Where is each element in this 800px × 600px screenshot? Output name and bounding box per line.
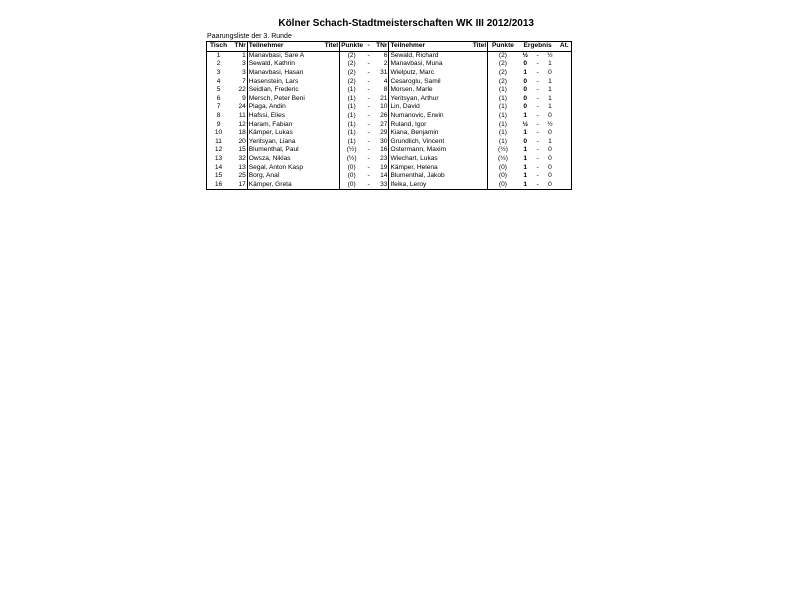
cell-result-black: ½ <box>547 51 553 59</box>
cell-dash: - <box>367 60 370 68</box>
cell-punkte: (0) <box>340 181 364 190</box>
cell-dash: - <box>363 181 374 190</box>
cell-dash: - <box>367 51 370 59</box>
cell-result-white: 1 <box>523 112 528 120</box>
cell-result-black: 1 <box>548 86 552 94</box>
cell-punkte: (2) <box>340 69 364 78</box>
cell-result-dash: - <box>536 94 539 102</box>
page-subtitle: Paarungsliste der 3. Runde <box>207 33 292 40</box>
cell-result-white: 0 <box>523 103 528 111</box>
cell-tisch: 15 <box>207 172 231 181</box>
cell-punkte: (1) <box>340 120 364 129</box>
cell-dash: - <box>367 103 370 111</box>
cell-result-black: 0 <box>542 181 557 190</box>
cell-teilnehmer2: Wiechart, Lukas <box>389 155 488 164</box>
cell-teilnehmer: Hasenstein, Lars <box>247 77 339 86</box>
cell-tnr: 1 <box>242 51 246 59</box>
cell-dash: - <box>367 129 370 137</box>
cell-at <box>557 69 571 78</box>
col-header-titel2: Titel <box>472 42 487 50</box>
cell-result-white: ½ <box>522 120 528 128</box>
cell-tisch: 13 <box>207 155 231 164</box>
cell-result-black: 1 <box>548 77 552 85</box>
cell-tnr: 7 <box>242 77 246 85</box>
cell-tnr: 25 <box>238 172 246 180</box>
cell-teilnehmer: Seidlan, Frederic <box>247 86 339 95</box>
cell-teilnehmer: Plaga, Andin <box>247 103 339 112</box>
cell-result-dash: - <box>536 172 539 180</box>
cell-result-white: 1 <box>523 163 528 171</box>
cell-result-dash: - <box>533 181 543 190</box>
cell-tnr2: 21 <box>380 94 388 102</box>
cell-dash: - <box>367 120 370 128</box>
cell-at <box>557 138 571 147</box>
table-row <box>207 95 572 104</box>
cell-tnr2: 33 <box>374 181 389 190</box>
cell-teilnehmer2: Kiana, Benjamin <box>389 129 488 138</box>
cell-result-white: 0 <box>523 94 528 102</box>
cell-teilnehmer2: Sewald, Richard <box>389 51 488 60</box>
cell-dash: - <box>367 146 370 154</box>
cell-tisch: 7 <box>207 103 231 112</box>
cell-teilnehmer: Kämper, Lukas <box>247 129 339 138</box>
cell-result-black: 0 <box>548 163 552 171</box>
cell-tisch: 5 <box>207 86 231 95</box>
cell-tnr: 12 <box>238 120 246 128</box>
cell-teilnehmer: Sewald, Kathrin <box>247 60 339 69</box>
pairing-sheet <box>206 18 572 190</box>
cell-result-dash: - <box>536 137 539 145</box>
cell-result-black: 1 <box>548 137 552 145</box>
cell-teilnehmer: Haram, Fabian <box>247 120 339 129</box>
col-header-punkte2: Punkte <box>488 42 518 52</box>
cell-tnr: 32 <box>238 155 246 163</box>
col-header-teilnehmer <box>247 42 339 52</box>
pairings-table <box>206 41 572 190</box>
cell-tnr2: 14 <box>380 172 388 180</box>
table-row <box>207 60 572 69</box>
cell-at <box>557 95 571 104</box>
cell-teilnehmer: Kämper, Greta <box>247 181 339 190</box>
cell-teilnehmer2: Grundlich, Vincent <box>389 138 488 147</box>
cell-at <box>557 60 571 69</box>
col-header-teilnehmer-label: Teilnehmer <box>248 42 284 50</box>
cell-result-white: 0 <box>523 137 528 145</box>
cell-tnr2: 29 <box>380 129 388 137</box>
table-row <box>207 51 572 60</box>
cell-punkte2: (2) <box>488 77 518 86</box>
table-row <box>207 129 572 138</box>
cell-tisch: 2 <box>207 60 231 69</box>
cell-punkte2: (1) <box>488 103 518 112</box>
cell-result-dash: - <box>536 60 539 68</box>
cell-dash: - <box>367 172 370 180</box>
cell-tnr: 24 <box>238 103 246 111</box>
cell-result-black: 1 <box>548 94 552 102</box>
table-row <box>207 86 572 95</box>
table-row <box>207 77 572 86</box>
col-header-ergebnis: Ergebnis <box>518 42 558 52</box>
cell-result-dash: - <box>536 129 539 137</box>
cell-punkte: (1) <box>340 86 364 95</box>
table-row <box>207 181 572 190</box>
cell-tnr2: 23 <box>380 155 388 163</box>
cell-tisch: 1 <box>207 51 231 60</box>
cell-at <box>557 51 571 60</box>
cell-tnr2: 10 <box>380 103 388 111</box>
cell-punkte2: (1) <box>488 95 518 104</box>
cell-punkte: (1) <box>340 95 364 104</box>
cell-teilnehmer: Manavbasi, Sare A <box>247 51 339 60</box>
cell-result-dash: - <box>536 120 539 128</box>
cell-teilnehmer2: Cesaroglu, Samil <box>389 77 488 86</box>
cell-dash: - <box>367 94 370 102</box>
cell-result-black: 0 <box>548 129 552 137</box>
table-row <box>207 120 572 129</box>
cell-tisch: 12 <box>207 146 231 155</box>
cell-teilnehmer2: Wielputz, Marc <box>389 69 488 78</box>
cell-tnr: 9 <box>242 94 246 102</box>
cell-punkte2: (½) <box>488 155 518 164</box>
cell-punkte: (0) <box>340 172 364 181</box>
cell-tisch: 16 <box>207 181 231 190</box>
cell-teilnehmer: Hafssi, Elies <box>247 112 339 121</box>
cell-tisch: 14 <box>207 163 231 172</box>
cell-dash: - <box>367 112 370 120</box>
cell-result-white: ½ <box>522 51 528 59</box>
cell-teilnehmer: Blumenthal, Paul <box>247 146 339 155</box>
cell-at <box>557 77 571 86</box>
cell-tnr: 3 <box>242 60 246 68</box>
cell-punkte: (2) <box>340 60 364 69</box>
cell-result-dash: - <box>536 51 539 59</box>
cell-tisch: 6 <box>207 95 231 104</box>
cell-tnr: 13 <box>238 163 246 171</box>
cell-tnr: 18 <box>238 129 246 137</box>
cell-teilnehmer2: Ruland, Igor <box>389 120 488 129</box>
col-header-teilnehmer2 <box>389 42 488 52</box>
cell-result-black: 0 <box>548 112 552 120</box>
cell-punkte2: (2) <box>488 51 518 60</box>
cell-teilnehmer2: Yeritsyan, Arthur <box>389 95 488 104</box>
cell-result-black: 0 <box>548 155 552 163</box>
cell-teilnehmer2: Lin, David <box>389 103 488 112</box>
table-header-row <box>207 42 572 52</box>
cell-teilnehmer: Yeritsyan, Liana <box>247 138 339 147</box>
cell-punkte2: (1) <box>488 112 518 121</box>
cell-result-dash: - <box>536 103 539 111</box>
cell-punkte: (1) <box>340 112 364 121</box>
cell-punkte2: (0) <box>488 181 518 190</box>
cell-dash: - <box>367 69 370 77</box>
cell-at <box>557 172 571 181</box>
cell-result-black: 1 <box>548 60 552 68</box>
cell-at <box>557 112 571 121</box>
cell-teilnehmer: Owsza, Niklas <box>247 155 339 164</box>
cell-punkte: (½) <box>340 146 364 155</box>
cell-punkte2: (2) <box>488 69 518 78</box>
cell-dash: - <box>367 137 370 145</box>
cell-tnr2: 19 <box>380 163 388 171</box>
cell-tnr: 17 <box>230 181 247 190</box>
cell-result-black: 0 <box>548 146 552 154</box>
col-header-dash: - <box>363 42 374 52</box>
cell-tisch: 11 <box>207 138 231 147</box>
cell-result-white: 1 <box>523 129 528 137</box>
cell-at <box>557 155 571 164</box>
col-header-tisch: Tisch <box>207 42 231 52</box>
cell-result-black: ½ <box>547 120 553 128</box>
col-header-teilnehmer2-label: Teilnehmer <box>390 42 426 50</box>
table-row <box>207 112 572 121</box>
cell-teilnehmer: Segal, Anton Kasp <box>247 163 339 172</box>
table-row <box>207 172 572 181</box>
cell-teilnehmer2: Morsen, Marle <box>389 86 488 95</box>
col-header-punkte: Punkte <box>341 42 364 50</box>
cell-result-white: 1 <box>518 181 533 190</box>
table-row <box>207 155 572 164</box>
cell-result-black: 0 <box>548 172 552 180</box>
cell-punkte2: (2) <box>488 60 518 69</box>
cell-tnr2: 4 <box>383 77 388 85</box>
page-title: Kölner Schach-Stadtmeisterschaften WK III 2012/2013 <box>278 18 534 29</box>
cell-tnr2: 16 <box>380 146 388 154</box>
cell-tnr2: 2 <box>383 60 388 68</box>
cell-at <box>557 120 571 129</box>
cell-tnr2: 31 <box>380 69 388 77</box>
cell-result-dash: - <box>536 155 539 163</box>
col-header-at: At. <box>557 42 571 52</box>
cell-punkte2: (1) <box>488 129 518 138</box>
cell-punkte2: (1) <box>488 138 518 147</box>
table-row <box>207 146 572 155</box>
cell-punkte: (2) <box>340 77 364 86</box>
cell-result-dash: - <box>536 77 539 85</box>
cell-result-black: 1 <box>548 103 552 111</box>
cell-dash: - <box>367 86 370 94</box>
cell-tnr2: 30 <box>380 137 388 145</box>
table-row <box>207 69 572 78</box>
cell-tisch: 8 <box>207 112 231 121</box>
cell-at <box>557 86 571 95</box>
cell-tisch: 3 <box>207 69 231 78</box>
table-row <box>207 138 572 147</box>
cell-punkte2: (0) <box>488 163 518 172</box>
cell-punkte: (½) <box>340 155 364 164</box>
col-header-tnr: TNr <box>230 42 247 52</box>
cell-dash: - <box>367 77 370 85</box>
cell-tnr: 11 <box>238 112 246 120</box>
cell-result-white: 1 <box>523 69 528 77</box>
cell-punkte: (0) <box>340 163 364 172</box>
cell-at <box>557 129 571 138</box>
cell-punkte: (1) <box>340 129 364 138</box>
cell-teilnehmer2: Ifeika, Leroy <box>389 181 488 190</box>
cell-tnr: 3 <box>242 69 246 77</box>
cell-at <box>557 146 571 155</box>
cell-result-white: 1 <box>523 155 528 163</box>
cell-result-dash: - <box>536 146 539 154</box>
cell-result-white: 0 <box>523 60 528 68</box>
cell-punkte: (1) <box>340 103 364 112</box>
cell-tnr: 15 <box>238 146 246 154</box>
col-header-titel: Titel <box>324 42 339 50</box>
cell-tnr2: 8 <box>383 86 388 94</box>
cell-result-white: 1 <box>523 146 528 154</box>
cell-punkte: (2) <box>340 51 364 60</box>
cell-teilnehmer: Borg, Anal <box>247 172 339 181</box>
col-header-tnr2: TNr <box>374 42 389 52</box>
cell-teilnehmer2: Ostermann, Maxim <box>389 146 488 155</box>
cell-at <box>557 163 571 172</box>
cell-tisch: 4 <box>207 77 231 86</box>
cell-teilnehmer2: Kämper, Helena <box>389 163 488 172</box>
cell-punkte2: (0) <box>488 172 518 181</box>
table-row <box>207 103 572 112</box>
cell-tnr2: 26 <box>380 112 388 120</box>
cell-teilnehmer: Manavbasi, Hasan <box>247 69 339 78</box>
cell-teilnehmer2: Blumenthal, Jakob <box>389 172 488 181</box>
cell-punkte2: (1) <box>488 120 518 129</box>
cell-result-black: 0 <box>548 69 552 77</box>
cell-result-dash: - <box>536 112 539 120</box>
cell-result-dash: - <box>536 86 539 94</box>
cell-result-white: 0 <box>523 86 528 94</box>
cell-tnr: 22 <box>238 86 246 94</box>
cell-result-dash: - <box>536 163 539 171</box>
cell-result-white: 0 <box>523 77 528 85</box>
cell-at <box>557 181 571 190</box>
cell-teilnehmer2: Manavbasi, Muna <box>389 60 488 69</box>
cell-at <box>557 103 571 112</box>
cell-teilnehmer: Mersch, Peter Beni <box>247 95 339 104</box>
cell-tnr2: 27 <box>380 120 388 128</box>
cell-punkte2: (½) <box>488 146 518 155</box>
cell-result-white: 1 <box>523 172 528 180</box>
cell-punkte: (1) <box>340 138 364 147</box>
cell-tnr2: 6 <box>383 51 388 59</box>
cell-dash: - <box>367 155 370 163</box>
table-row <box>207 163 572 172</box>
cell-dash: - <box>367 163 370 171</box>
cell-tnr: 20 <box>238 137 246 145</box>
cell-teilnehmer2: Numanovic, Erwin <box>389 112 488 121</box>
cell-punkte2: (1) <box>488 86 518 95</box>
cell-tisch: 10 <box>207 129 231 138</box>
cell-tisch: 9 <box>207 120 231 129</box>
cell-result-dash: - <box>536 69 539 77</box>
